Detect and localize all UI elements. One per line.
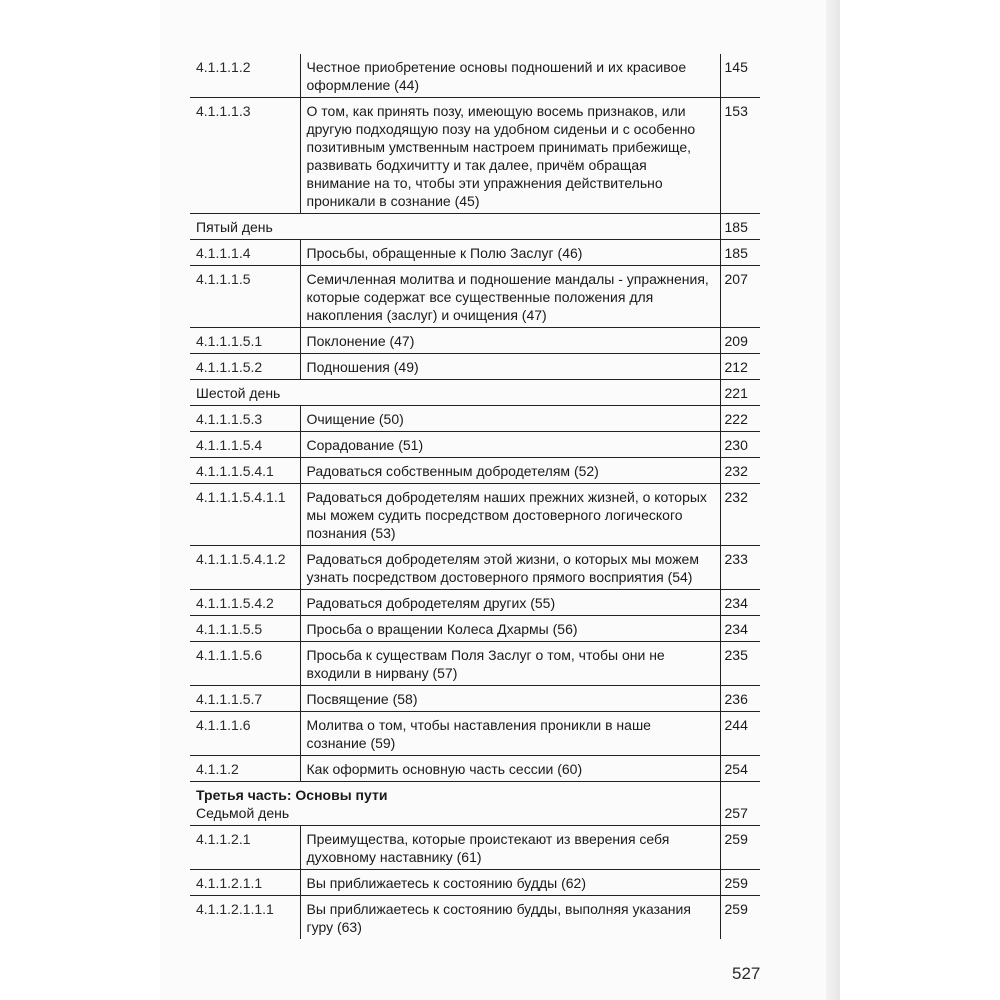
toc-section-title: Очищение (50) xyxy=(300,406,720,432)
toc-section-title: О том, как принять позу, имеющую восемь признаков, или другую подходящую позу на удобном сиденьи и с особенно позитивным умственным настроем принимать прибежище, развивать бодхичитту и так далее, причём обращая внимание на то, чтобы эти упражнения действительно проникали в сознание (45) xyxy=(300,98,720,214)
toc-row xyxy=(190,98,760,214)
toc-row xyxy=(190,546,760,590)
toc-page-number: 207 xyxy=(720,266,760,328)
toc-section-title: Радоваться добродетелям других (55) xyxy=(300,590,720,616)
toc-row xyxy=(190,432,760,458)
toc-row xyxy=(190,54,760,98)
toc-section-title: Как оформить основную часть сессии (60) xyxy=(300,756,720,782)
toc-section-title: Честное приобретение основы подношений и их красивое оформление (44) xyxy=(300,54,720,98)
toc-row xyxy=(190,870,760,896)
toc-part-row xyxy=(190,782,760,826)
toc-section-code: 4.1.1.2 xyxy=(190,756,300,782)
toc-section-code: 4.1.1.1.5.3 xyxy=(190,406,300,432)
toc-page-number: 222 xyxy=(720,406,760,432)
toc-day-cell xyxy=(190,214,720,240)
toc-page-number: 145 xyxy=(720,54,760,98)
toc-section-code: 4.1.1.1.5.6 xyxy=(190,642,300,686)
table-of-contents xyxy=(190,54,760,939)
toc-section-title: Поклонение (47) xyxy=(300,328,720,354)
toc-page-number: 232 xyxy=(720,458,760,484)
toc-row xyxy=(190,756,760,782)
toc-section-title: Вы приближаетесь к состоянию будды (62) xyxy=(300,870,720,896)
toc-page-number: 185 xyxy=(720,240,760,266)
toc-section-code: 4.1.1.1.5.7 xyxy=(190,686,300,712)
toc-page-number: 209 xyxy=(720,328,760,354)
toc-row xyxy=(190,328,760,354)
toc-page-number: 259 xyxy=(724,901,748,917)
toc-section-title: Просьбы, обращенные к Полю Заслуг (46) xyxy=(300,240,720,266)
toc-section-code: 4.1.1.1.5.5 xyxy=(190,616,300,642)
toc-page-number: 254 xyxy=(720,756,760,782)
toc-page-number: 185 xyxy=(720,214,760,240)
toc-day-title: Шестой день xyxy=(196,385,281,401)
toc-section-title: Радоваться собственным добродетелям (52) xyxy=(300,458,720,484)
toc-section-code: 4.1.1.1.5.1 xyxy=(190,328,300,354)
toc-section-title: Сорадование (51) xyxy=(300,432,720,458)
toc-page-number: 212 xyxy=(720,354,760,380)
toc-section-title: Преимущества, которые проистекают из вверения себя духовному наставнику (61) xyxy=(300,826,720,870)
toc-row xyxy=(190,616,760,642)
toc-section-code: 4.1.1.1.5.2 xyxy=(190,354,300,380)
page-number: 527 xyxy=(732,964,761,983)
toc-section-title: Радоваться добродетелям наших прежних жизней, о которых мы можем судить посредством достоверного логического познания (53) xyxy=(300,484,720,546)
toc-row xyxy=(190,266,760,328)
toc-row xyxy=(190,354,760,380)
toc-row xyxy=(190,642,760,686)
toc-section-code: 4.1.1.1.5 xyxy=(190,266,300,328)
toc-page-number: 232 xyxy=(720,484,760,546)
toc-section-title: Подношения (49) xyxy=(300,354,720,380)
toc-section-code: 4.1.1.1.3 xyxy=(190,98,300,214)
toc-page-number: 234 xyxy=(720,590,760,616)
toc-section-title: Молитва о том, чтобы наставления проникли в наше сознание (59) xyxy=(300,712,720,756)
toc-section-code: 4.1.1.2.1.1 xyxy=(190,870,300,896)
toc-part-heading: Третья часть: Основы пути xyxy=(196,787,388,803)
toc-section-code: 4.1.1.2.1 xyxy=(190,826,300,870)
toc-row xyxy=(190,712,760,756)
toc-section-title: Просьба к существам Поля Заслуг о том, чтобы они не входили в нирвану (57) xyxy=(300,642,720,686)
toc-page-number: 233 xyxy=(720,546,760,590)
toc-section-title: Посвящение (58) xyxy=(300,686,720,712)
toc-page-number: 153 xyxy=(720,98,760,214)
toc-section-code: 4.1.1.1.5.4.1.2 xyxy=(190,546,300,590)
toc-page-number: 234 xyxy=(720,616,760,642)
toc-section-title: Вы приближаетесь к состоянию будды, выполняя указания гуру (63) xyxy=(300,896,720,940)
toc-day-cell xyxy=(190,380,720,406)
toc-row xyxy=(190,826,760,870)
toc-section-code: 4.1.1.1.2 xyxy=(190,54,300,98)
toc-row xyxy=(190,896,760,940)
toc-section-code: 4.1.1.1.5.4 xyxy=(190,432,300,458)
toc-row xyxy=(190,590,760,616)
toc-day-cell xyxy=(190,782,720,826)
toc-page-number: 259 xyxy=(720,870,760,896)
toc-row xyxy=(190,686,760,712)
toc-page-number: 221 xyxy=(720,380,760,406)
toc-page-number: 236 xyxy=(720,686,760,712)
toc-section-title: Семичленная молитва и подношение мандалы - упражнения, которые содержат все существенные положения для накопления (заслуг) и очищения (47) xyxy=(300,266,720,328)
page-gutter xyxy=(826,0,840,1000)
toc-day-row xyxy=(190,214,760,240)
toc-day-title: Седьмой день xyxy=(196,805,290,821)
toc-page-number: 230 xyxy=(720,432,760,458)
toc-page-number: 259 xyxy=(720,826,760,870)
toc-row xyxy=(190,406,760,432)
toc-row xyxy=(190,240,760,266)
toc-day-title: Пятый день xyxy=(196,219,273,235)
toc-page-number: 235 xyxy=(720,642,760,686)
toc-page-number: 244 xyxy=(720,712,760,756)
toc-day-row xyxy=(190,380,760,406)
toc-section-code: 4.1.1.1.5.4.1 xyxy=(190,458,300,484)
toc-section-code: 4.1.1.1.4 xyxy=(190,240,300,266)
toc-page-number: 257 xyxy=(720,782,760,826)
toc-row xyxy=(190,458,760,484)
toc-row xyxy=(190,484,760,546)
toc-section-title: Просьба о вращении Колеса Дхармы (56) xyxy=(300,616,720,642)
toc-section-code: 4.1.1.2.1.1.1 xyxy=(196,901,274,917)
toc-section-code: 4.1.1.1.6 xyxy=(190,712,300,756)
toc-section-code: 4.1.1.1.5.4.2 xyxy=(190,590,300,616)
toc-section-code: 4.1.1.1.5.4.1.1 xyxy=(190,484,300,546)
toc-section-title: Радоваться добродетелям этой жизни, о которых мы можем узнать посредством достоверного прямого восприятия (54) xyxy=(300,546,720,590)
